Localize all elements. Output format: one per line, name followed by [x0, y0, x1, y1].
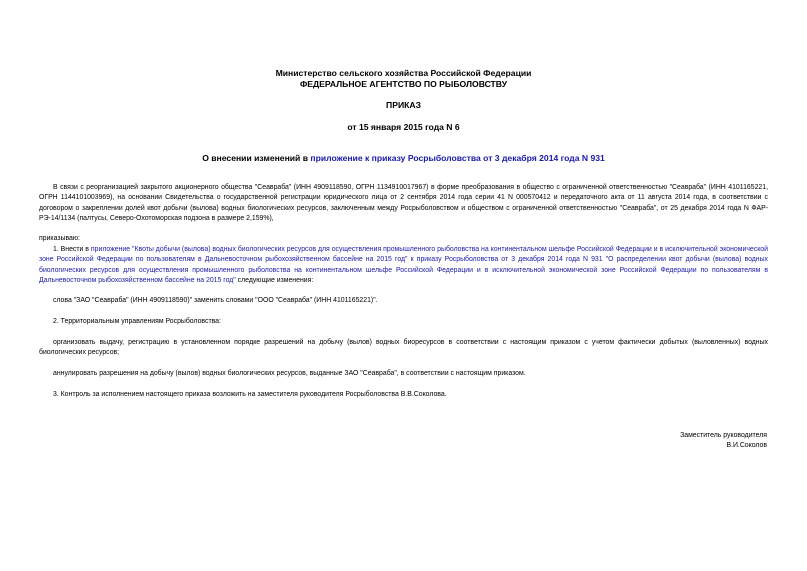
- item-1-suffix: следующие изменения:: [235, 276, 314, 284]
- item-1-link[interactable]: приложение "Квоты добычи (вылова) водных биологических ресурсов для осуществления промышленного рыболовства на континентальном шельфе Российской Федерации и в исключительной экономической зоне Российской Федерации по пользователям в Дальневосточном рыбохозяйственном бассейне на 2015 год" к приказу Росрыболовства от 3 декабря 2014 года N 931 "О распределении квот добычи (вылова) водных биологических ресурсов для осуществления промышленного рыболовства на континентальном шельфе Российской Федерации и в исключительной экономической зоне Российской Федерации по пользователям в Дальневосточном рыбохозяйственном бассейне на 2015 год": [39, 246, 768, 284]
- item-1-paragraph: [39, 245, 768, 286]
- item-1-prefix: 1. Внести в: [53, 246, 91, 253]
- ministry-name: Министерство сельского хозяйства Российской Федерации: [275, 68, 532, 78]
- agency-name: ФЕДЕРАЛЬНОЕ АГЕНТСТВО ПО РЫБОЛОВСТВУ: [299, 79, 508, 89]
- signature-title: Заместитель руководителя: [680, 432, 767, 439]
- signature-block: [680, 431, 767, 452]
- document-subject: [0, 153, 807, 164]
- item-2b-paragraph: аннулировать разрешения на добычу (вылов) водных биологических ресурсов, выданные ЗАО "Сеавраба", в соответствии с настоящим приказом.: [53, 370, 526, 377]
- item-2-paragraph: 2. Территориальным управлениям Росрыболовства:: [53, 318, 221, 325]
- item-2a-paragraph: организовать выдачу, регистрацию в установленном порядке разрешений на добычу (вылов) водных биоресурсов в соответствии с настоящим приказом с учетом фактически добытых (выловленных) водных биологических ресурсов;: [39, 339, 768, 357]
- document-date-number: от 15 января 2015 года N 6: [347, 122, 460, 132]
- replace-text-paragraph: слова "ЗАО "Сеавраба" (ИНН 4909118590)" заменить словами "ООО "Сеавраба" (ИНН 4101165221)".: [53, 297, 378, 304]
- preamble-paragraph: В связи с реорганизацией закрытого акционерного общества "Сеавраба" (ИНН 4909118590, ОГРН 1134910017967) в форме преобразования в общество с ограниченной ответственностью "Сеавраба" (ИНН 4101165221, ОГРН 1144101003969), на основании Свидетельства о государственной регистрации юридического лица от 2 сентября 2014 года серии 41 N 000570412 и передаточного акта от 11 августа 2014 года, в соответствии с договором о закреплении долей квот добычи (вылова) водных биологических ресурсов, заключенным между Росрыболовством и обществом с ограниченной ответственностью "Сеавраба", от 25 декабря 2014 года N ФАР-РЭ-14/1134 (палтусы, Северо-Охотоморская подзона в размере 2,159%),: [39, 184, 768, 222]
- subject-prefix: О внесении изменений в: [202, 153, 311, 163]
- order-word: приказываю:: [39, 235, 80, 242]
- signature-name: В.И.Соколов: [726, 442, 767, 450]
- item-3-paragraph: 3. Контроль за исполнением настоящего приказа возложить на заместителя руководителя Росрыболовства В.В.Соколова.: [53, 391, 447, 398]
- subject-link[interactable]: приложение к приказу Росрыболовства от 3 декабря 2014 года N 931: [310, 153, 605, 163]
- document-type: ПРИКАЗ: [386, 100, 421, 110]
